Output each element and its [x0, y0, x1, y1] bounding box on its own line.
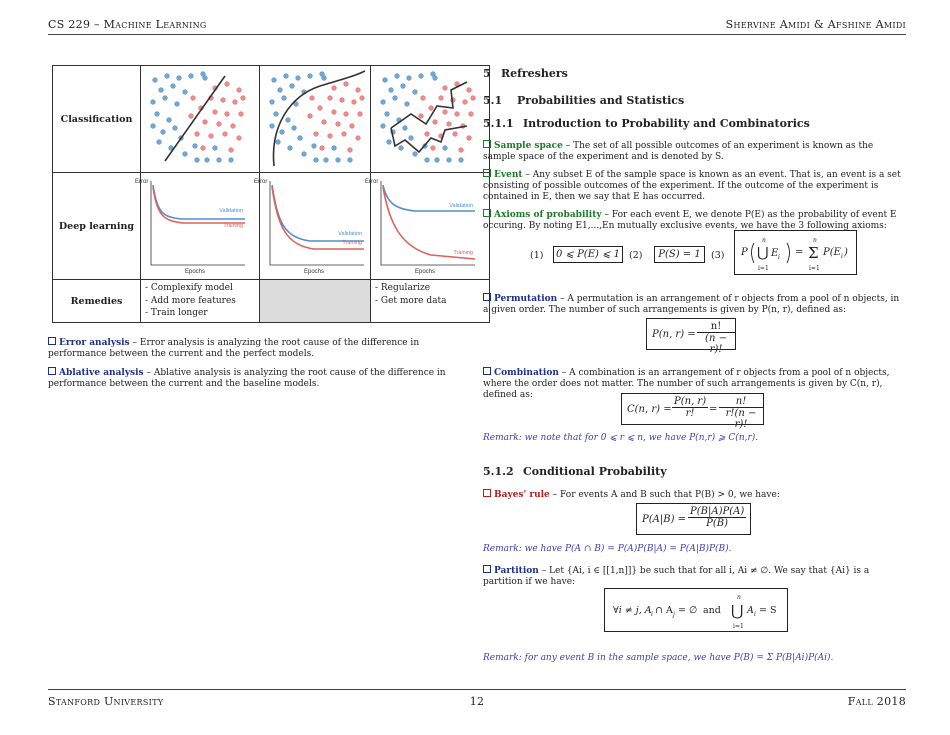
red-point — [320, 146, 325, 151]
footer-right: Fall 2018 — [847, 695, 906, 708]
svg-text:P: P — [741, 247, 748, 258]
blue-point — [278, 88, 283, 93]
red-point — [419, 114, 424, 119]
dl-underfit-chart — [135, 173, 260, 280]
error-analysis-text: – Error analysis is analyzing the root cause of the difference in performance between the current and the perfect models. — [48, 338, 420, 359]
blue-point — [217, 158, 222, 163]
axiom-2-box: P(S) = 1 — [654, 246, 705, 263]
svg-text:Σ: Σ — [808, 244, 819, 262]
permutation-formula-box: P(n, r) = $\frac{n!}{(n - r)!}$ — [646, 318, 736, 350]
red-point — [443, 110, 448, 115]
blue-point — [435, 158, 440, 163]
blue-point — [203, 76, 208, 81]
header-left: CS 229 – Machine Learning — [48, 18, 207, 31]
red-point — [447, 122, 452, 127]
sample-space-paragraph: Sample space – The set of all possible outcomes of an experiment is known as the sample space of the experiment and is denoted by S. — [483, 141, 874, 162]
page-number: 12 — [469, 695, 485, 708]
error-analysis-title: Error analysis — [59, 338, 130, 348]
remedies-underfit — [141, 280, 260, 323]
blue-point — [425, 158, 430, 163]
red-point — [344, 112, 349, 117]
training-curve — [383, 187, 475, 259]
svg-text:i=1: i=1 — [758, 265, 769, 272]
blue-point — [447, 158, 452, 163]
svg-text:=: = — [795, 247, 804, 258]
svg-text:∩ A: ∩ A — [655, 605, 673, 616]
red-point — [201, 146, 206, 151]
blue-point — [175, 102, 180, 107]
red-point — [237, 88, 242, 93]
red-point — [314, 132, 319, 137]
remark-3: Remark: for any event B in the sample space, we have P(B) = Σ P(B|Ai)P(Ai). — [483, 653, 834, 663]
remark-2: Remark: we have P(A ∩ B) = P(A)P(B|A) = P(A|B)P(B). — [483, 544, 732, 554]
red-point — [332, 86, 337, 91]
square-bullet-icon — [483, 169, 491, 177]
remedies-overfit — [371, 280, 490, 323]
row-label-classification: Classification — [53, 66, 141, 173]
axiom-1-box: 0 ⩽ P(E) ⩽ 1 — [553, 246, 623, 263]
red-point — [350, 124, 355, 129]
blue-point — [286, 118, 291, 123]
blue-point — [395, 74, 400, 79]
axiom-3-formula — [735, 231, 856, 274]
remedy-item: - Regularize — [375, 283, 431, 293]
blue-point — [229, 158, 234, 163]
row-label-remedies: Remedies — [53, 280, 141, 323]
blue-point — [405, 102, 410, 107]
blue-point — [308, 74, 313, 79]
ablative-title: Ablative analysis — [59, 368, 144, 378]
svg-text:⋃: ⋃ — [731, 602, 744, 620]
red-point — [344, 82, 349, 87]
axiom-label-3: (3) — [711, 250, 725, 261]
red-point — [231, 124, 236, 129]
blue-point — [409, 136, 414, 141]
blue-point — [163, 96, 168, 101]
remedy-item: - Add more features — [145, 295, 236, 306]
blue-point — [195, 158, 200, 163]
fitting-table — [52, 65, 490, 323]
row-label-deep-learning: Deep learning — [53, 173, 141, 280]
red-point — [453, 132, 458, 137]
y-axis-label: Error — [135, 179, 149, 185]
svg-text:i: i — [778, 254, 780, 261]
red-point — [225, 112, 230, 117]
square-bullet-icon — [483, 209, 491, 217]
red-point — [318, 106, 323, 111]
blue-point — [413, 152, 418, 157]
blue-point — [332, 146, 337, 151]
blue-point — [407, 76, 412, 81]
blue-point — [183, 90, 188, 95]
svg-text:∀i ≠ j, A: ∀i ≠ j, A — [613, 605, 652, 616]
classification-underfit — [141, 66, 260, 173]
blue-point — [288, 146, 293, 151]
svg-text:n: n — [762, 237, 766, 244]
svg-text:): ) — [844, 247, 848, 258]
blue-point — [173, 126, 178, 131]
section-5-1-heading: 5.1 Probabilities and Statistics — [483, 94, 685, 107]
partition-formula-box — [604, 588, 788, 632]
x-axis-label: Epochs — [185, 269, 206, 275]
blue-point — [155, 112, 160, 117]
red-point — [189, 114, 194, 119]
blue-point — [151, 124, 156, 129]
blue-point — [312, 144, 317, 149]
blue-point — [403, 126, 408, 131]
red-point — [336, 122, 341, 127]
red-point — [340, 98, 345, 103]
red-point — [239, 112, 244, 117]
svg-text:= ∅: = ∅ — [678, 605, 698, 616]
square-bullet-icon — [483, 140, 491, 148]
red-point — [223, 132, 228, 137]
red-point — [360, 96, 365, 101]
red-point — [237, 136, 242, 141]
page-header — [48, 18, 906, 35]
blue-point — [383, 78, 388, 83]
blue-point — [157, 140, 162, 145]
red-point — [429, 106, 434, 111]
square-bullet-icon — [483, 367, 491, 375]
blue-point — [401, 84, 406, 89]
bayes-paragraph: Bayes' rule – For events A and B such that P(B) > 0, we have: — [483, 489, 907, 501]
section-5-1-2-heading: 5.1.2 Conditional Probability — [483, 465, 667, 478]
svg-text:E: E — [771, 248, 779, 259]
partition-formula — [605, 589, 787, 631]
blue-point — [167, 118, 172, 123]
blue-point — [302, 152, 307, 157]
blue-point — [381, 124, 386, 129]
red-point — [241, 96, 246, 101]
remedies-goodfit — [260, 280, 371, 323]
y-axis-label: Error — [365, 179, 379, 185]
red-point — [233, 100, 238, 105]
blue-point — [183, 152, 188, 157]
red-point — [310, 96, 315, 101]
red-point — [439, 96, 444, 101]
red-point — [221, 98, 226, 103]
dl-overfit-chart — [365, 173, 490, 280]
red-point — [195, 132, 200, 137]
page-footer — [48, 689, 906, 708]
blue-point — [276, 140, 281, 145]
blue-point — [389, 88, 394, 93]
combination-paragraph: Combination – A combination is an arrangement of r objects from a pool of n objects, where the order does not matter. The number of such arrangements is given by C(n, r), defined as: — [483, 368, 890, 400]
blue-point — [159, 88, 164, 93]
blue-point — [177, 76, 182, 81]
blue-point — [274, 112, 279, 117]
training-curve — [153, 187, 245, 223]
blue-point — [282, 96, 287, 101]
red-point — [352, 100, 357, 105]
svg-text:i=1: i=1 — [809, 265, 820, 272]
blue-point — [270, 124, 275, 129]
svg-text:i: i — [841, 253, 843, 260]
blue-point — [336, 158, 341, 163]
axiom-label-1: (1) — [530, 250, 544, 261]
blue-point — [296, 76, 301, 81]
dl-goodfit-chart — [254, 173, 371, 280]
red-point — [217, 122, 222, 127]
red-point — [191, 96, 196, 101]
red-point — [348, 148, 353, 153]
remedy-item: - Get more data — [375, 295, 447, 306]
red-point — [433, 120, 438, 125]
axiom-3-box — [734, 230, 857, 275]
validation-label: Validation — [219, 208, 243, 214]
svg-text:and: and — [703, 605, 721, 616]
red-point — [358, 112, 363, 117]
blue-point — [399, 146, 404, 151]
x-axis-label: Epochs — [304, 269, 325, 275]
square-bullet-icon — [483, 489, 491, 497]
validation-label: Validation — [338, 231, 362, 237]
red-point — [469, 112, 474, 117]
blue-point — [393, 96, 398, 101]
red-point — [225, 82, 230, 87]
ablative-analysis-paragraph — [48, 367, 470, 390]
red-point — [322, 120, 327, 125]
square-bullet-icon — [483, 293, 491, 301]
red-point — [463, 100, 468, 105]
remark-1: Remark: we note that for 0 ⩽ r ⩽ n, we have P(n,r) ⩾ C(n,r). — [483, 433, 759, 443]
red-point — [213, 110, 218, 115]
combination-formula-box: C(n, r) = $\frac{P(n, r)}{r!}$ = $\frac{n!}{r!(n - r)!}$ — [621, 393, 764, 425]
red-point — [455, 112, 460, 117]
remedy-item: - Train longer — [145, 308, 208, 318]
blue-point — [193, 144, 198, 149]
svg-text:= S: = S — [759, 605, 777, 616]
blue-point — [280, 130, 285, 135]
blue-point — [161, 130, 166, 135]
bayes-formula-box: P(A|B) = $\frac{P(B|A)P(A)}{P(B)}$ — [636, 503, 751, 535]
training-label: Training — [453, 250, 473, 256]
red-point — [308, 114, 313, 119]
blue-point — [272, 78, 277, 83]
red-point — [328, 134, 333, 139]
red-point — [425, 132, 430, 137]
svg-text:i: i — [651, 611, 653, 618]
blue-point — [385, 112, 390, 117]
red-point — [356, 88, 361, 93]
permutation-paragraph: Permutation – A permutation is an arrangement of r objects from a pool of n objects, in a given order. The number of such arrangements is given by P(n, r), defined as: — [483, 294, 900, 315]
training-label: Training — [342, 240, 362, 246]
blue-point — [151, 100, 156, 105]
red-point — [328, 96, 333, 101]
blue-point — [314, 158, 319, 163]
blue-point — [387, 140, 392, 145]
blue-point — [413, 90, 418, 95]
footer-left: Stanford University — [48, 695, 164, 708]
red-point — [356, 136, 361, 141]
ablative-text: – Ablative analysis is analyzing the root cause of the difference in performance between the current and the baseline models. — [48, 368, 446, 389]
decision-boundary — [391, 82, 467, 152]
red-point — [459, 148, 464, 153]
blue-point — [284, 74, 289, 79]
section-5-1-1-heading: 5.1.1 Introduction to Probability and Combinatorics — [483, 117, 810, 130]
chart-axes — [270, 181, 364, 265]
blue-point — [459, 158, 464, 163]
red-point — [421, 96, 426, 101]
blue-point — [171, 84, 176, 89]
blue-point — [153, 78, 158, 83]
blue-point — [290, 84, 295, 89]
svg-text:n: n — [737, 594, 741, 601]
blue-point — [205, 158, 210, 163]
svg-text:i=1: i=1 — [733, 623, 744, 630]
square-bullet-icon — [48, 337, 56, 345]
y-axis-label: Error — [254, 179, 268, 185]
validation-label: Validation — [449, 203, 473, 209]
red-point — [467, 136, 472, 141]
red-point — [209, 134, 214, 139]
axiom-label-2: (2) — [629, 250, 643, 261]
axioms-paragraph: Axioms of probability – For each event E, we denote P(E) as the probability of event E occuring. By noting E1,...,En mutually exclusive events, we have the 3 following axioms: — [483, 210, 897, 231]
blue-point — [292, 126, 297, 131]
blue-point — [433, 76, 438, 81]
svg-text:P(E: P(E — [823, 247, 841, 258]
classification-goodfit — [260, 66, 371, 173]
remedy-item: - Complexify model — [145, 283, 233, 293]
partition-paragraph: Partition – Let {Ai, i ∈ [[1,n]]} be such that for all i, Ai ≠ ∅. We say that {Ai} is a partition if we have: — [483, 566, 870, 587]
red-point — [203, 120, 208, 125]
blue-point — [165, 74, 170, 79]
x-axis-label: Epochs — [415, 269, 436, 275]
blue-point — [213, 146, 218, 151]
classification-overfit — [371, 66, 490, 173]
training-label: Training — [223, 223, 243, 229]
red-point — [332, 110, 337, 115]
section-5-heading: 5 Refreshers — [483, 67, 568, 80]
blue-point — [348, 158, 353, 163]
svg-text:j: j — [673, 611, 675, 618]
red-point — [471, 96, 476, 101]
square-bullet-icon — [48, 367, 56, 375]
blue-point — [381, 100, 386, 105]
red-point — [443, 86, 448, 91]
header-right: Shervine Amidi & Afshine Amidi — [725, 18, 906, 31]
error-analysis-paragraph — [48, 337, 470, 360]
red-point — [431, 146, 436, 151]
blue-point — [419, 74, 424, 79]
svg-text:i: i — [754, 611, 756, 618]
svg-text:A: A — [747, 605, 754, 616]
blue-point — [189, 74, 194, 79]
square-bullet-icon — [483, 565, 491, 573]
event-paragraph: Event – Any subset E of the sample space is known as an event. That is, an event is a set consisting of possible outcomes of the experiment. If the outcome of the experiment is contained in E, then we say that E has occurred. — [483, 170, 901, 202]
red-point — [467, 88, 472, 93]
svg-text:⋃: ⋃ — [757, 245, 769, 261]
red-point — [229, 148, 234, 153]
blue-point — [443, 146, 448, 151]
blue-point — [322, 76, 327, 81]
blue-point — [270, 100, 275, 105]
svg-text:n: n — [813, 237, 817, 244]
blue-point — [324, 158, 329, 163]
red-point — [342, 132, 347, 137]
blue-point — [298, 136, 303, 141]
